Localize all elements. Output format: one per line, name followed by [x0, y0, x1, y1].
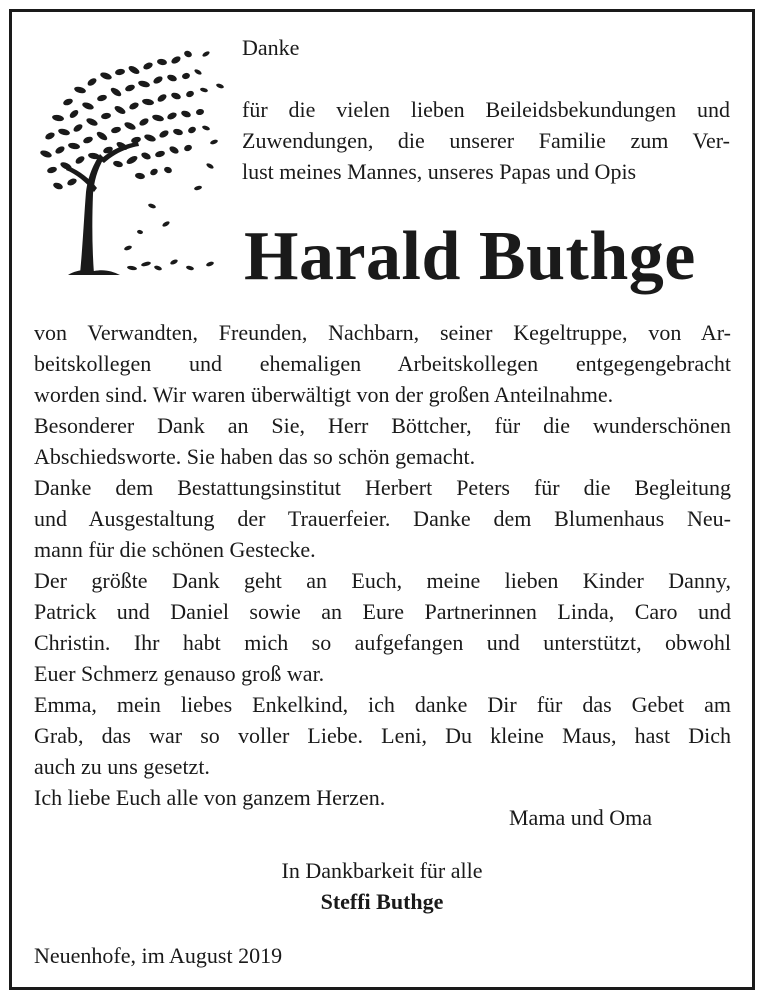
body-line: Christin. Ihr habt mich so aufgefangen und unterstützt, obwohl — [34, 630, 731, 655]
body-line: Ich liebe Euch alle von ganzem Herzen. — [34, 785, 386, 810]
windblown-tree-icon — [28, 42, 238, 277]
signature-relation: Mama und Oma — [509, 805, 652, 830]
body-line: worden sind. Wir waren überwältigt von der großen Anteilnahme. — [34, 382, 614, 407]
body-line: Patrick und Daniel sowie an Eure Partnerinnen Linda, Caro und — [34, 599, 731, 624]
deceased-name: Harald Buthge — [244, 218, 696, 295]
body-line: mann für die schönen Gestecke. — [34, 537, 316, 562]
body-line: Euer Schmerz genauso groß war. — [34, 661, 325, 686]
body-paragraph — [34, 317, 731, 813]
intro-line: für die vielen lieben Beileidsbekundungen und — [242, 97, 730, 122]
heading-danke: Danke — [242, 35, 300, 60]
intro-line: lust meines Mannes, unseres Papas und Opis — [242, 159, 637, 184]
body-line: Abschiedsworte. Sie haben das so schön gemacht. — [34, 444, 476, 469]
intro-paragraph — [242, 94, 730, 187]
body-line: Der größte Dank geht an Euch, meine lieben Kinder Danny, — [34, 568, 731, 593]
body-line: Grab, das war so voller Liebe. Leni, Du kleine Maus, hast Dich — [34, 723, 731, 748]
body-line: und Ausgestaltung der Trauerfeier. Danke dem Blumenhaus Neu- — [34, 506, 731, 531]
body-line: Danke dem Bestattungsinstitut Herbert Peters für die Begleitung — [34, 475, 731, 500]
place-date: Neuenhofe, im August 2019 — [34, 943, 283, 968]
closing-line: In Dankbarkeit für alle — [281, 858, 483, 883]
body-line: Emma, mein liebes Enkelkind, ich danke Dir für das Gebet am — [34, 692, 731, 717]
body-line: beitskollegen und ehemaligen Arbeitskollegen entgegengebracht — [34, 351, 731, 376]
body-line: Besonderer Dank an Sie, Herr Böttcher, für die wunderschönen — [34, 413, 731, 438]
obituary-notice — [9, 9, 755, 990]
signer-name: Steffi Buthge — [320, 889, 444, 914]
intro-line: Zuwendungen, die unserer Familie zum Ver- — [242, 128, 730, 153]
body-line: auch zu uns gesetzt. — [34, 754, 210, 779]
body-line: von Verwandten, Freunden, Nachbarn, seiner Kegeltruppe, von Ar- — [34, 320, 731, 345]
